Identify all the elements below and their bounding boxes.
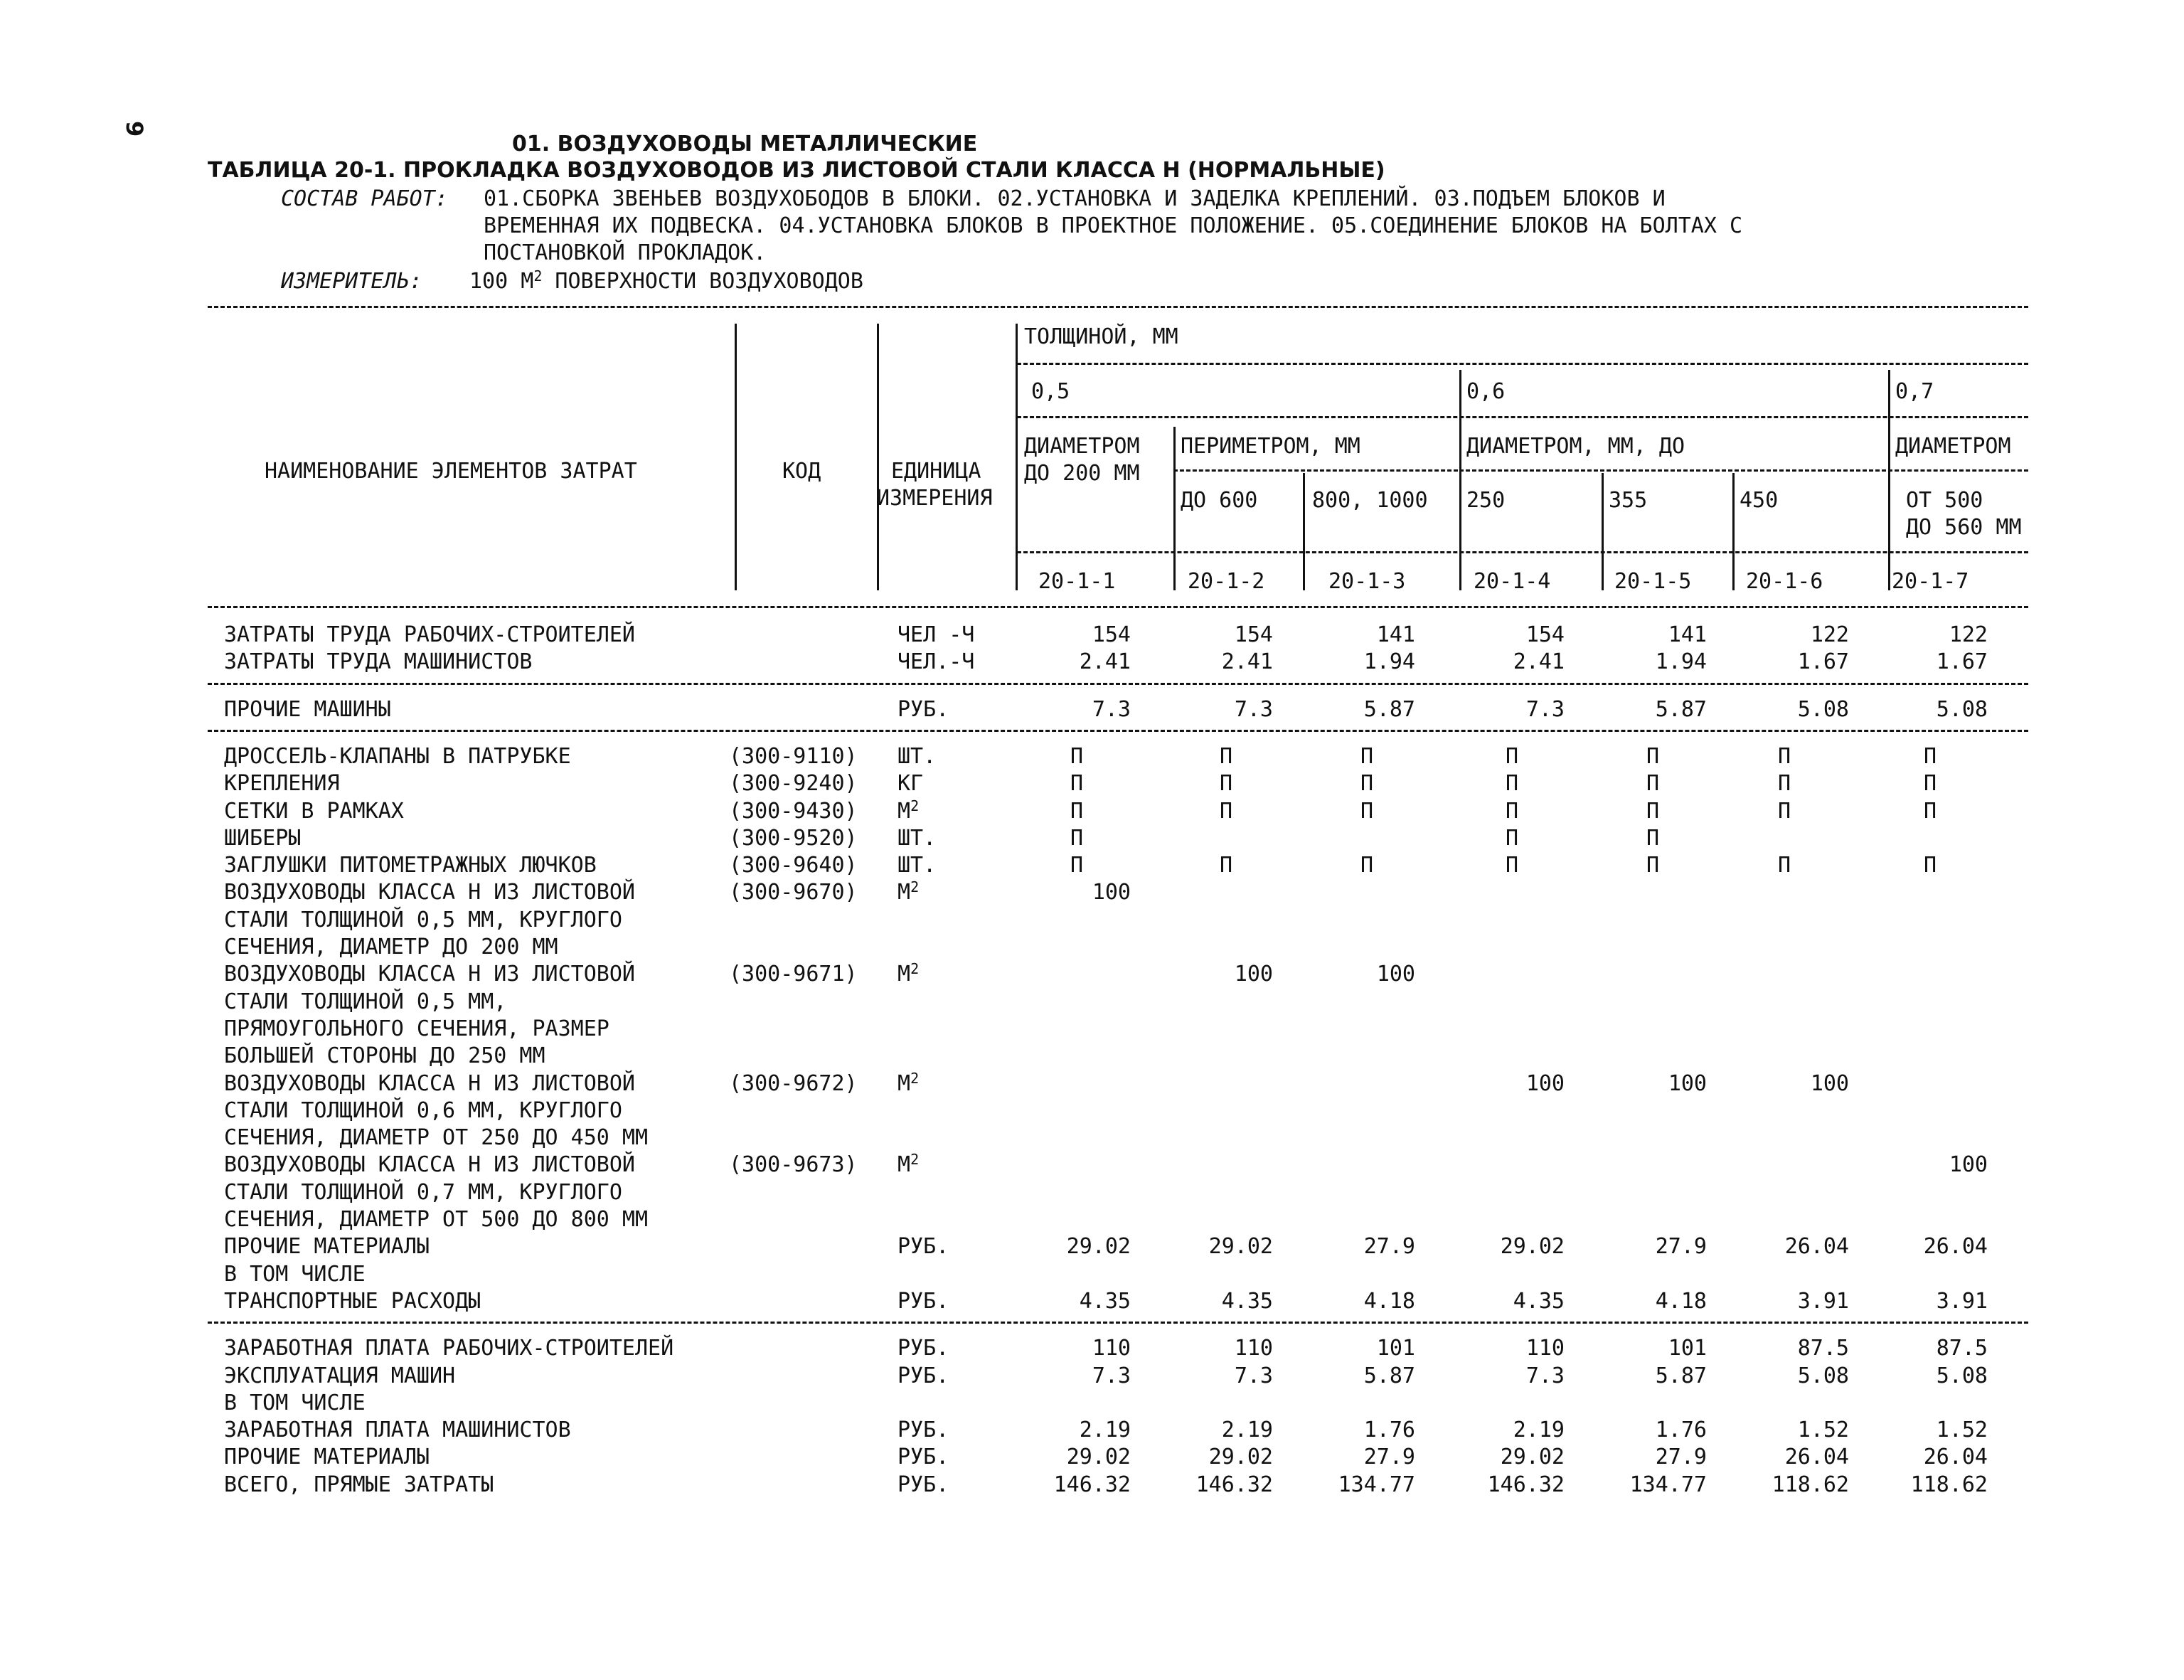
row-value: П: [1220, 798, 1233, 824]
row-value: П: [1506, 743, 1519, 769]
row-label: ПРОЧИЕ МАТЕРИАЛЫ: [224, 1234, 430, 1260]
row-value: 29.02: [1208, 1445, 1273, 1470]
header-sep-2: [877, 324, 879, 590]
row-value: 4.18: [1655, 1288, 1707, 1314]
row-label: ВСЕГО, ПРЯМЫЕ ЗАТРАТЫ: [224, 1472, 494, 1497]
row-value: П: [1070, 743, 1084, 769]
row-value: 1.67: [1797, 649, 1849, 675]
row-label: СЕЧЕНИЯ, ДИАМЕТР ОТ 500 ДО 800 ММ: [224, 1207, 649, 1232]
row-value: 5.08: [1936, 1363, 1988, 1388]
row-value: П: [1220, 853, 1233, 878]
row-value: П: [1778, 798, 1791, 824]
column-code: 20-1-5: [1614, 569, 1692, 594]
col-header-diam-1: ДИАМЕТРОМ: [1024, 434, 1140, 459]
row-unit: ШТ.: [897, 853, 937, 878]
row-value: 146.32: [1195, 1472, 1273, 1497]
col-header-t05: 0,5: [1031, 379, 1070, 404]
header-sep-1: [735, 324, 737, 590]
row-value: 118.62: [1910, 1472, 1988, 1497]
col-header-p600: ДО 600: [1181, 488, 1258, 513]
row-value: 1.52: [1797, 1418, 1849, 1443]
row-unit: ЧЕЛ.-Ч: [897, 649, 975, 675]
row-value: П: [1924, 771, 1937, 797]
row-unit: $М^2$: [897, 797, 920, 824]
row-unit: РУБ.: [897, 1472, 949, 1497]
row-value: 1.76: [1655, 1418, 1707, 1443]
row-value: 1.94: [1655, 649, 1707, 675]
row-label: ЗАРАБОТНАЯ ПЛАТА МАШИНИСТОВ: [224, 1418, 571, 1443]
row-value: 2.19: [1513, 1418, 1565, 1443]
row-value: 26.04: [1784, 1234, 1849, 1260]
column-code: 20-1-7: [1892, 569, 1969, 594]
row-value: П: [1646, 798, 1660, 824]
hdr-v-perim: [1173, 427, 1176, 590]
row-value: П: [1646, 853, 1660, 878]
row-label: ТРАНСПОРТНЫЕ РАСХОДЫ: [224, 1288, 481, 1314]
row-value: 2.41: [1513, 649, 1565, 675]
col-header-unit-1: ЕДИНИЦА: [891, 459, 981, 484]
row-label: ШИБЕРЫ: [224, 825, 302, 851]
row-value: 5.08: [1797, 696, 1849, 722]
row-code: (300-9672): [729, 1070, 858, 1096]
row-unit: РУБ.: [897, 1234, 949, 1260]
section-rule: [208, 730, 2028, 732]
row-unit: ШТ.: [897, 825, 937, 851]
row-value: 110: [1525, 1336, 1565, 1361]
row-code: (300-9430): [729, 798, 858, 824]
row-value: 5.08: [1797, 1363, 1849, 1388]
col-header-code: КОД: [782, 459, 821, 484]
row-value: П: [1070, 798, 1084, 824]
row-unit: $М^2$: [897, 960, 920, 987]
row-label: ВОЗДУХОВОДЫ КЛАССА Н ИЗ ЛИСТОВОЙ: [224, 1152, 635, 1178]
composition-line-1: 01.СБОРКА ЗВЕНЬЕВ ВОЗДУХОБОДОВ В БЛОКИ. 02.УСТАНОВКА И ЗАДЕЛКА КРЕПЛЕНИЙ. 03.ПОДЪЕМ БЛОКОВ И: [484, 186, 1666, 211]
row-label: В ТОМ ЧИСЛЕ: [224, 1261, 366, 1287]
row-code: (300-9240): [729, 771, 858, 797]
row-label: ВОЗДУХОВОДЫ КЛАССА Н ИЗ ЛИСТОВОЙ: [224, 962, 635, 987]
row-value: 100: [1234, 962, 1273, 987]
row-value: 141: [1668, 622, 1707, 647]
col-header-diam-07: ДИАМЕТРОМ: [1895, 434, 2011, 459]
header-bottom-rule: [208, 606, 2028, 608]
row-value: 29.02: [1208, 1234, 1273, 1260]
hdr-v-800: [1303, 473, 1305, 590]
row-label: ПРОЧИЕ МАШИНЫ: [224, 696, 391, 722]
row-value: 7.3: [1234, 696, 1273, 722]
row-value: 1.67: [1936, 649, 1988, 675]
row-value: 5.08: [1936, 696, 1988, 722]
row-value: П: [1646, 825, 1660, 851]
row-value: 27.9: [1655, 1234, 1707, 1260]
row-unit: РУБ.: [897, 1445, 949, 1470]
row-value: П: [1070, 853, 1084, 878]
row-value: 7.3: [1525, 696, 1565, 722]
row-value: 26.04: [1784, 1445, 1849, 1470]
row-value: 141: [1376, 622, 1415, 647]
row-value: 29.02: [1500, 1234, 1565, 1260]
row-value: 122: [1949, 622, 1988, 647]
row-value: 2.41: [1221, 649, 1273, 675]
row-value: 100: [1525, 1070, 1565, 1096]
row-label: СТАЛИ ТОЛЩИНОЙ 0,5 ММ,: [224, 989, 507, 1014]
row-value: П: [1778, 771, 1791, 797]
row-value: 4.18: [1363, 1288, 1415, 1314]
row-value: 100: [1092, 880, 1131, 905]
row-label: ЗАТРАТЫ ТРУДА РАБОЧИХ-СТРОИТЕЛЕЙ: [224, 622, 635, 647]
row-label: В ТОМ ЧИСЛЕ: [224, 1390, 366, 1415]
row-value: 118.62: [1772, 1472, 1849, 1497]
row-unit: $М^2$: [897, 1069, 920, 1096]
row-value: 26.04: [1923, 1234, 1988, 1260]
row-label: ЗАРАБОТНАЯ ПЛАТА РАБОЧИХ-СТРОИТЕЛЕЙ: [224, 1336, 674, 1361]
row-value: 100: [1376, 962, 1415, 987]
hdr-v-06: [1459, 370, 1461, 590]
row-value: 134.77: [1338, 1472, 1415, 1497]
col-header-unit-2: ИЗМЕРЕНИЯ: [877, 486, 993, 511]
row-code: (300-9110): [729, 743, 858, 769]
row-value: 87.5: [1797, 1336, 1849, 1361]
row-value: 7.3: [1234, 1363, 1273, 1388]
row-label: СТАЛИ ТОЛЩИНОЙ 0,5 ММ, КРУГЛОГО: [224, 907, 622, 932]
composition-line-3: ПОСТАНОВКОЙ ПРОКЛАДОК.: [484, 240, 767, 265]
row-value: П: [1360, 853, 1374, 878]
row-label: ПРЯМОУГОЛЬНОГО СЕЧЕНИЯ, РАЗМЕР: [224, 1016, 609, 1041]
row-value: П: [1360, 743, 1374, 769]
measure-value: 100 $М^2$ ПОВЕРХНОСТИ ВОЗДУХОВОДОВ: [469, 267, 863, 294]
section-rule: [208, 683, 2028, 685]
row-label: ПРОЧИЕ МАТЕРИАЛЫ: [224, 1445, 430, 1470]
col-header-p800: 800, 1000: [1312, 488, 1428, 513]
col-header-name: НАИМЕНОВАНИЕ ЭЛЕМЕНТОВ ЗАТРАТ: [265, 459, 637, 484]
row-unit: РУБ.: [897, 696, 949, 722]
row-value: П: [1360, 771, 1374, 797]
row-value: 134.77: [1629, 1472, 1707, 1497]
row-value: 146.32: [1487, 1472, 1565, 1497]
row-value: П: [1924, 798, 1937, 824]
row-unit: ЧЕЛ -Ч: [897, 622, 975, 647]
col-header-d250: 250: [1466, 488, 1506, 513]
row-unit: ШТ.: [897, 743, 937, 769]
col-header-t06: 0,6: [1466, 379, 1506, 404]
col-header-diam-2: ДО 200 ММ: [1024, 461, 1140, 486]
row-value: 1.94: [1363, 649, 1415, 675]
column-code: 20-1-3: [1328, 569, 1406, 594]
section-title: 01. ВОЗДУХОВОДЫ МЕТАЛЛИЧЕСКИЕ: [512, 132, 978, 156]
composition-line-2: ВРЕМЕННАЯ ИХ ПОДВЕСКА. 04.УСТАНОВКА БЛОКОВ В ПРОЕКТНОЕ ПОЛОЖЕНИЕ. 05.СОЕДИНЕНИЕ БЛОКОВ НА БОЛТАХ С: [484, 213, 1743, 238]
header-rule-f: [1017, 551, 2028, 553]
row-value: 5.87: [1655, 696, 1707, 722]
row-value: П: [1506, 771, 1519, 797]
table-title: ТАБЛИЦА 20-1. ПРОКЛАДКА ВОЗДУХОВОДОВ ИЗ ЛИСТОВОЙ СТАЛИ КЛАССА Н (НОРМАЛЬНЫЕ): [208, 158, 1385, 183]
row-value: 5.87: [1655, 1363, 1707, 1388]
row-value: 1.76: [1363, 1418, 1415, 1443]
row-value: 110: [1234, 1336, 1273, 1361]
row-label: СЕЧЕНИЯ, ДИАМЕТР ОТ 250 ДО 450 ММ: [224, 1125, 649, 1151]
header-rule-b: [1017, 416, 2028, 418]
col-header-thickness: ТОЛЩИНОЙ, ММ: [1024, 324, 1178, 349]
hdr-v-450: [1732, 473, 1735, 590]
row-value: 29.02: [1066, 1234, 1131, 1260]
row-value: 4.35: [1513, 1288, 1565, 1314]
col-header-diam-mm: ДИАМЕТРОМ, ММ, ДО: [1466, 434, 1685, 459]
row-label: КРЕПЛЕНИЯ: [224, 771, 340, 797]
row-value: 101: [1376, 1336, 1415, 1361]
row-value: 100: [1949, 1152, 1988, 1178]
row-value: П: [1220, 743, 1233, 769]
column-code: 20-1-6: [1746, 569, 1823, 594]
row-value: 87.5: [1936, 1336, 1988, 1361]
row-unit: РУБ.: [897, 1336, 949, 1361]
row-value: 110: [1092, 1336, 1131, 1361]
row-value: 3.91: [1797, 1288, 1849, 1314]
row-value: П: [1070, 771, 1084, 797]
row-code: (300-9520): [729, 825, 858, 851]
row-unit: РУБ.: [897, 1288, 949, 1314]
row-label: СЕТКИ В РАМКАХ: [224, 798, 404, 824]
row-value: 4.35: [1221, 1288, 1273, 1314]
row-label: ВОЗДУХОВОДЫ КЛАССА Н ИЗ ЛИСТОВОЙ: [224, 1070, 635, 1096]
measure-label: ИЗМЕРИТЕЛЬ:: [281, 269, 422, 294]
row-value: 7.3: [1092, 696, 1131, 722]
row-value: 1.52: [1936, 1418, 1988, 1443]
column-code: 20-1-4: [1474, 569, 1551, 594]
row-value: 4.35: [1079, 1288, 1131, 1314]
row-value: 29.02: [1066, 1445, 1131, 1470]
row-unit: РУБ.: [897, 1363, 949, 1388]
row-label: СТАЛИ ТОЛЩИНОЙ 0,7 ММ, КРУГЛОГО: [224, 1179, 622, 1205]
row-value: П: [1506, 853, 1519, 878]
row-value: П: [1924, 743, 1937, 769]
row-label: ЗАГЛУШКИ ПИТОМЕТРАЖНЫХ ЛЮЧКОВ: [224, 853, 597, 878]
row-code: (300-9671): [729, 962, 858, 987]
row-label: ЗАТРАТЫ ТРУДА МАШИНИСТОВ: [224, 649, 533, 675]
row-label: ЭКСПЛУАТАЦИЯ МАШИН: [224, 1363, 456, 1388]
row-value: 27.9: [1363, 1234, 1415, 1260]
hdr-v-355: [1602, 473, 1604, 590]
col-header-d450: 450: [1740, 488, 1779, 513]
col-header-d500-2: ДО 560 ММ: [1906, 515, 2022, 540]
row-value: П: [1778, 853, 1791, 878]
row-value: П: [1506, 825, 1519, 851]
row-value: П: [1070, 825, 1084, 851]
composition-label: СОСТАВ РАБОТ:: [281, 186, 448, 211]
row-value: 154: [1525, 622, 1565, 647]
row-value: 2.41: [1079, 649, 1131, 675]
row-unit: $М^2$: [897, 878, 920, 905]
row-value: 5.87: [1363, 696, 1415, 722]
row-value: П: [1646, 771, 1660, 797]
row-value: 100: [1668, 1070, 1707, 1096]
row-label: БОЛЬШЕЙ СТОРОНЫ ДО 250 ММ: [224, 1043, 545, 1069]
col-header-d500-1: ОТ 500: [1906, 488, 1983, 513]
hdr-v-07: [1888, 370, 1890, 590]
row-value: 29.02: [1500, 1445, 1565, 1470]
header-rule-d: [1459, 469, 1886, 472]
row-value: 26.04: [1923, 1445, 1988, 1470]
row-label: СЕЧЕНИЯ, ДИАМЕТР ДО 200 ММ: [224, 935, 558, 959]
row-label: СТАЛИ ТОЛЩИНОЙ 0,6 ММ, КРУГЛОГО: [224, 1097, 622, 1123]
row-value: 7.3: [1092, 1363, 1131, 1388]
row-value: П: [1778, 743, 1791, 769]
header-rule-c: [1173, 469, 1458, 472]
row-value: 146.32: [1053, 1472, 1131, 1497]
row-code: (300-9670): [729, 880, 858, 905]
row-code: (300-9673): [729, 1152, 858, 1178]
header-rule-a: [1017, 363, 2028, 365]
col-header-d355: 355: [1609, 488, 1648, 513]
row-value: 27.9: [1655, 1445, 1707, 1470]
row-label: ДРОССЕЛЬ-КЛАПАНЫ В ПАТРУБКЕ: [224, 743, 571, 769]
column-code: 20-1-1: [1038, 569, 1116, 594]
row-value: П: [1220, 771, 1233, 797]
header-rule-e: [1888, 469, 2028, 472]
row-value: 3.91: [1936, 1288, 1988, 1314]
row-value: 100: [1810, 1070, 1849, 1096]
row-value: П: [1924, 853, 1937, 878]
row-unit: РУБ.: [897, 1418, 949, 1443]
row-value: П: [1360, 798, 1374, 824]
row-value: П: [1646, 743, 1660, 769]
row-label: ВОЗДУХОВОДЫ КЛАССА Н ИЗ ЛИСТОВОЙ: [224, 880, 635, 905]
row-code: (300-9640): [729, 853, 858, 878]
section-rule: [208, 1322, 2028, 1324]
row-value: 5.87: [1363, 1363, 1415, 1388]
row-value: 122: [1810, 622, 1849, 647]
row-value: 154: [1234, 622, 1273, 647]
page-number: 9: [121, 121, 148, 137]
row-unit: $М^2$: [897, 1151, 920, 1178]
header-top-rule: [208, 306, 2028, 308]
row-value: П: [1506, 798, 1519, 824]
column-code: 20-1-2: [1188, 569, 1265, 594]
col-header-t07: 0,7: [1895, 379, 1934, 404]
row-value: 2.19: [1079, 1418, 1131, 1443]
row-value: 154: [1092, 622, 1131, 647]
row-value: 7.3: [1525, 1363, 1565, 1388]
row-unit: КГ: [897, 771, 924, 797]
row-value: 27.9: [1363, 1445, 1415, 1470]
row-value: 2.19: [1221, 1418, 1273, 1443]
row-value: 101: [1668, 1336, 1707, 1361]
col-header-perimeter: ПЕРИМЕТРОМ, ММ: [1181, 434, 1360, 459]
